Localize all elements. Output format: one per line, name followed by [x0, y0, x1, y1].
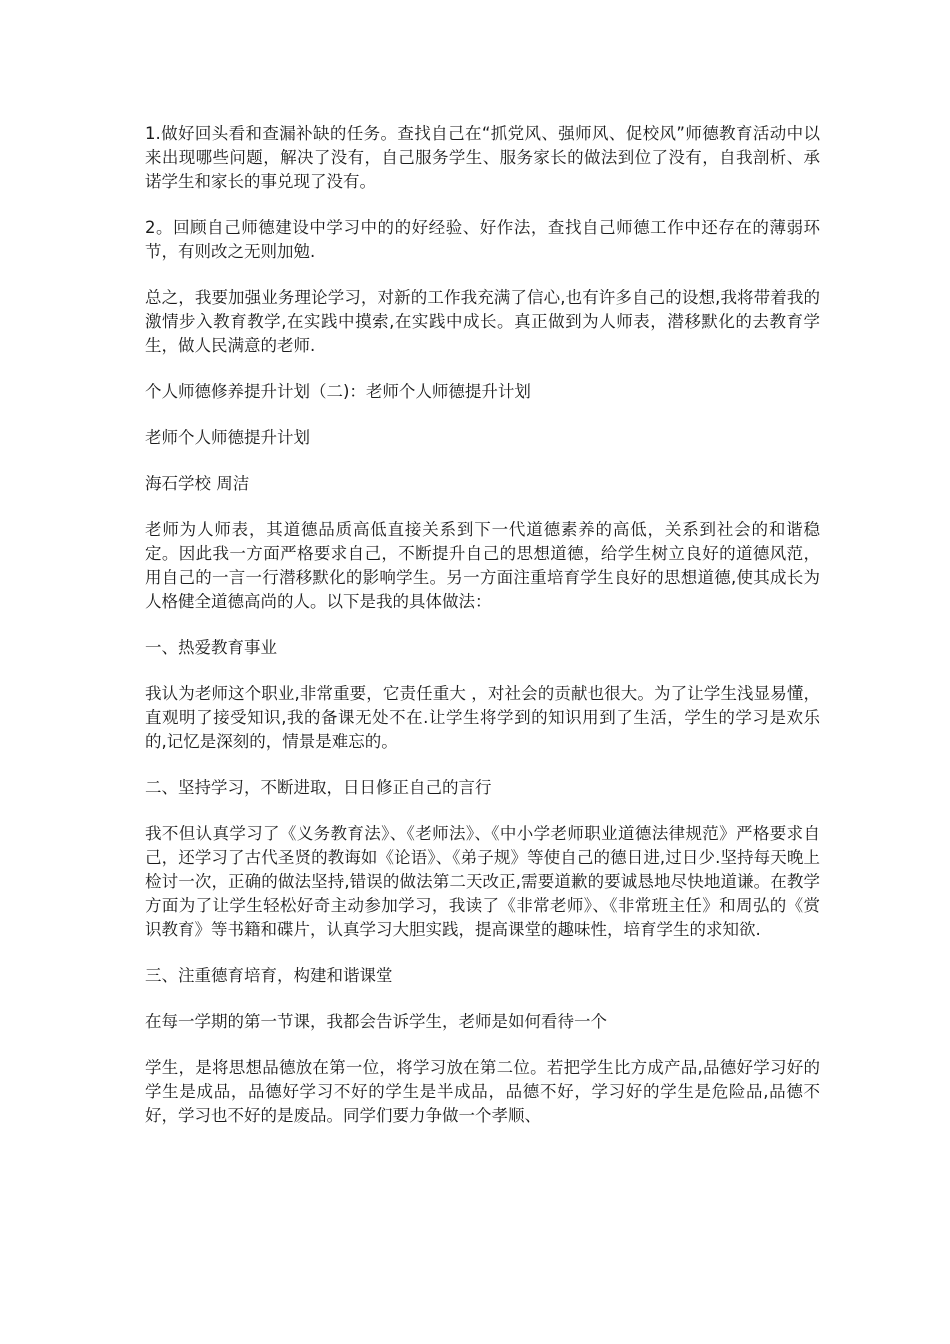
paragraph-keep-learning: 我不但认真学习了《义务教育法》、《老师法》、《中小学老师职业道德法律规范》严格要求自己，还学习了古代圣贤的教诲如《论语》、《弟子规》等使自己的德日进,过日少.坚持每天晚上检讨一次，正确的做法坚持,错误的做法第二天改正,需要道歉的要诚恳地尽快地道谦。在教学方面为了让学生轻松好奇主动参加学习，我读了《非常老师》、《非常班主任》和周弘的《赏识教育》等书籍和碟片，认真学习大胆实践，提高课堂的趣味性，培育学生的求知欲.	[145, 824, 820, 939]
paragraph-review-tasks: 1.做好回头看和查漏补缺的任务。查找自己在“抓党风、强师风、促校风”师德教育活动中以来出现哪些问题，解决了没有，自己服务学生、服务家长的做法到位了没有，自我剖析、承诺学生和家长的事兑现了没有。	[145, 124, 820, 191]
paragraph-review-experience: 2。回顾自己师德建设中学习中的的好经验、好作法，查找自己师德工作中还存在的薄弱环节，有则改之无则加勉.	[145, 218, 820, 261]
author-line: 海石学校 周洁	[145, 474, 250, 493]
paragraph-intro: 老师为人师表，其道德品质高低直接关系到下一代道德素养的高低，关系到社会的和谐稳定。因此我一方面严格要求自己，不断提升自己的思想道德，给学生树立良好的道德风范，用自己的一言一行潜移默化的影响学生。另一方面注重培育学生良好的思想道德,使其成长为人格健全道德高尚的人。以下是我的具体做法：	[145, 520, 820, 611]
section-title-plan-two: 个人师德修养提升计划（二)：老师个人师德提升计划	[145, 382, 531, 401]
paragraph-student-products: 学生，是将思想品德放在第一位，将学习放在第二位。若把学生比方成产品,品德好学习好的学生是成品，品德好学习不好的学生是半成品，品德不好，学习好的学生是危险品,品德不好，学习也不好的是废品。同学们要力争做一个孝顺、	[145, 1058, 820, 1125]
heading-love-education: 一、热爱教育事业	[145, 638, 277, 657]
heading-moral-education: 三、注重德育培育，构建和谐课堂	[145, 966, 393, 985]
document-title: 老师个人师德提升计划	[145, 428, 310, 447]
paragraph-first-lesson: 在每一学期的第一节课，我都会告诉学生，老师是如何看待一个	[145, 1012, 607, 1031]
paragraph-conclusion: 总之，我要加强业务理论学习，对新的工作我充满了信心,也有许多自己的设想,我将带着我的激情步入教育教学,在实践中摸索,在实践中成长。真正做到为人师表，潜移默化的去教育学生，做人民满意的老师.	[145, 288, 820, 355]
heading-keep-learning: 二、坚持学习，不断进取，日日修正自己的言行	[145, 778, 492, 797]
paragraph-love-education: 我认为老师这个职业,非常重要，它责任重大 ，对社会的贡献也很大。为了让学生浅显易懂，直观明了接受知识,我的备课无处不在.让学生将学到的知识用到了生活，学生的学习是欢乐的,记忆是深刻的，情景是难忘的。	[145, 684, 820, 751]
